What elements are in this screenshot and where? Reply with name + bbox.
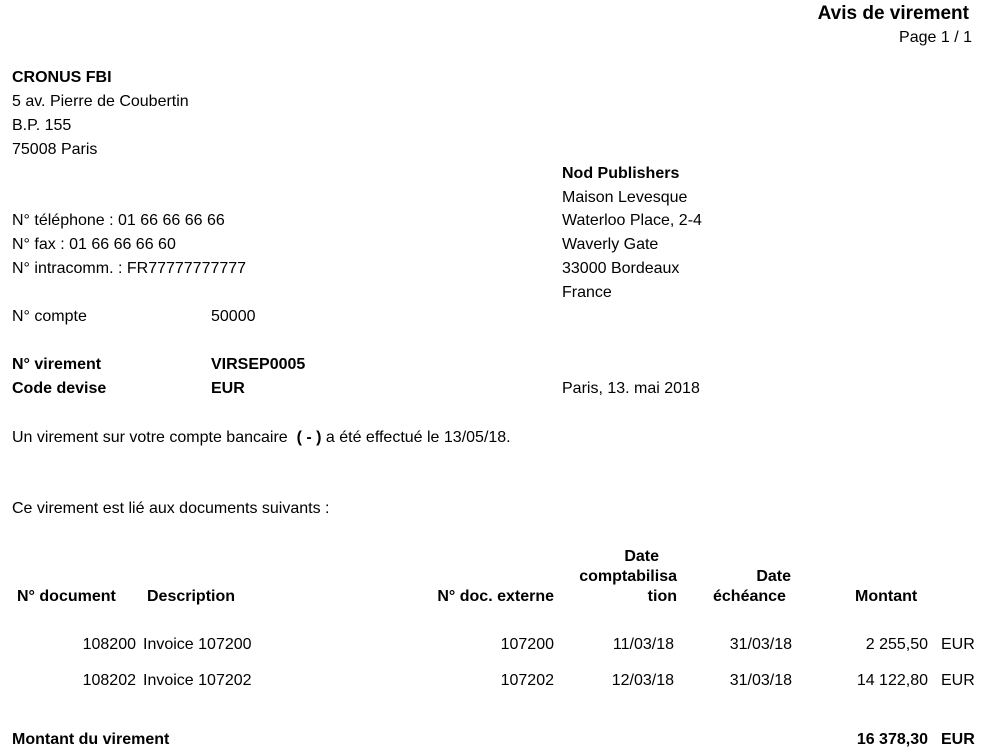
row-2-external-doc: 107202 bbox=[500, 672, 554, 689]
header-due-date-line-2: échéance bbox=[713, 588, 786, 605]
document-title: Avis de virement bbox=[817, 3, 969, 24]
recipient-name: Nod Publishers bbox=[562, 165, 680, 182]
transfer-message-end: a été effectué le 13/05/18. bbox=[321, 429, 511, 446]
row-2-amount: 14 122,80 bbox=[856, 672, 928, 689]
company-address-line-1: 5 av. Pierre de Coubertin bbox=[12, 93, 189, 110]
bank-account-ref: ( - ) bbox=[296, 429, 322, 446]
account-label: N° compte bbox=[12, 308, 87, 325]
company-address-line-2: B.P. 155 bbox=[12, 117, 72, 134]
row-1-posting-date: 11/03/18 bbox=[612, 636, 674, 653]
row-1-due-date: 31/03/18 bbox=[729, 636, 792, 653]
company-fax: N° fax : 01 66 66 66 60 bbox=[12, 236, 176, 253]
documents-intro: Ce virement est lié aux documents suivants : bbox=[12, 500, 330, 517]
transfer-message-start: Un virement sur votre compte bancaire bbox=[12, 429, 297, 446]
account-value: 50000 bbox=[211, 308, 256, 325]
row-2-posting-date: 12/03/18 bbox=[611, 672, 674, 689]
row-1-description: Invoice 107200 bbox=[143, 636, 252, 653]
company-vat: N° intracomm. : FR77777777777 bbox=[12, 260, 247, 277]
company-name: CRONUS FBI bbox=[12, 69, 112, 86]
row-2-description: Invoice 107202 bbox=[143, 672, 252, 689]
header-description: Description bbox=[147, 588, 236, 605]
row-2-doc-no: 108202 bbox=[82, 672, 136, 689]
transfer-number-label: N° virement bbox=[12, 356, 102, 373]
page-number: Page 1 / 1 bbox=[899, 29, 972, 46]
total-amount: 16 378,30 bbox=[856, 731, 928, 748]
currency-code-value: EUR bbox=[211, 380, 245, 397]
header-posting-date-line-1: Date bbox=[624, 548, 659, 565]
row-1-external-doc: 107200 bbox=[500, 636, 554, 653]
header-posting-date-line-3: tion bbox=[647, 588, 677, 605]
transfer-message bbox=[12, 428, 511, 447]
row-2-due-date: 31/03/18 bbox=[729, 672, 792, 689]
header-amount: Montant bbox=[855, 588, 918, 605]
header-external-doc: N° doc. externe bbox=[437, 588, 554, 605]
transfer-number-value: VIRSEP0005 bbox=[211, 356, 306, 373]
row-1-currency: EUR bbox=[941, 636, 975, 653]
company-phone: N° téléphone : 01 66 66 66 66 bbox=[12, 212, 225, 229]
header-doc-no: N° document bbox=[17, 588, 116, 605]
header-posting-date bbox=[537, 547, 677, 607]
recipient-address-line-3: Waverly Gate bbox=[562, 236, 659, 253]
place-date: Paris, 13. mai 2018 bbox=[562, 380, 700, 397]
recipient-address-line-1: Maison Levesque bbox=[562, 189, 688, 206]
header-posting-date-line-2: comptabilisa bbox=[579, 568, 677, 585]
row-2-currency: EUR bbox=[941, 672, 975, 689]
header-due-date bbox=[713, 567, 813, 607]
recipient-address-line-5: France bbox=[562, 284, 612, 301]
row-1-doc-no: 108200 bbox=[82, 636, 136, 653]
total-currency: EUR bbox=[941, 731, 975, 748]
company-address-line-3: 75008 Paris bbox=[12, 141, 98, 158]
total-label: Montant du virement bbox=[12, 731, 170, 748]
recipient-address-line-2: Waterloo Place, 2-4 bbox=[562, 212, 702, 229]
header-due-date-line-1: Date bbox=[756, 568, 791, 585]
currency-code-label: Code devise bbox=[12, 380, 107, 397]
row-1-amount: 2 255,50 bbox=[865, 636, 928, 653]
recipient-address-line-4: 33000 Bordeaux bbox=[562, 260, 680, 277]
